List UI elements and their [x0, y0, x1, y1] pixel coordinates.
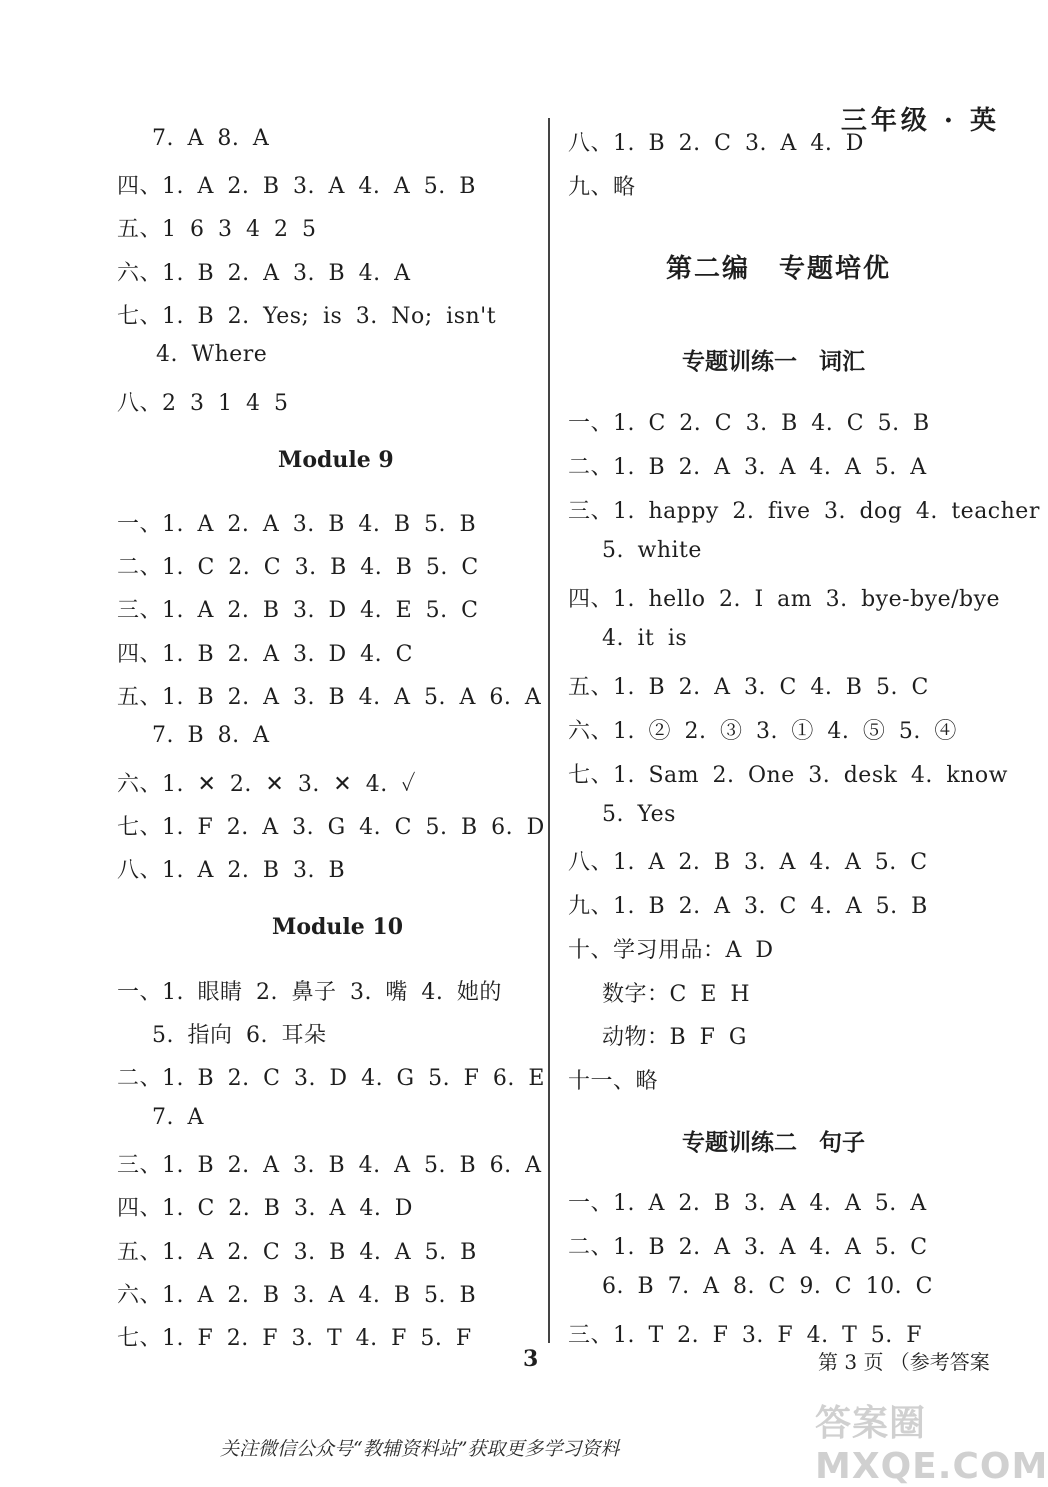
answer-line: 三、1. T 2. F 3. F 4. T 5. F [568, 1323, 923, 1348]
answer-line: 六、1. A 2. B 3. A 4. B 5. B [117, 1283, 477, 1308]
answer-line: 7. A 8. A [152, 126, 270, 151]
answer-line: 三、1. B 2. A 3. B 4. A 5. B 6. A [117, 1153, 542, 1178]
answer-line: 九、略 [568, 175, 636, 200]
answer-line: 一、1. A 2. B 3. A 4. A 5. A [568, 1191, 927, 1216]
topic-1-title: 专题训练一 词汇 [682, 348, 866, 375]
answer-line: 三、1. A 2. B 3. D 4. E 5. C [117, 598, 479, 623]
watermark: 答案圈 MXQE.COM [815, 1403, 1048, 1487]
answer-line: 二、1. B 2. A 3. A 4. A 5. A [568, 455, 927, 480]
answer-line: 5. 指向 6. 耳朵 [152, 1023, 327, 1048]
section-title: 第二编 专题培优 [666, 254, 892, 284]
answer-line: 动物：B F G [602, 1025, 747, 1050]
answer-line: 4. Where [156, 342, 268, 367]
footer-note: 关注微信公众号“教辅资料站”获取更多学习资料 [220, 1438, 620, 1460]
module-10-title: Module 10 [272, 914, 404, 940]
page-label: 第 3 页 （参考答案 [818, 1350, 990, 1374]
answer-line: 十一、略 [568, 1069, 659, 1094]
answer-line: 五、1. A 2. C 3. B 4. A 5. B [117, 1240, 477, 1265]
answer-line: 二、1. B 2. A 3. A 4. A 5. C [568, 1235, 928, 1260]
answer-line: 6. B 7. A 8. C 9. C 10. C [602, 1274, 933, 1299]
answer-line: 二、1. C 2. C 3. B 4. B 5. C [117, 555, 479, 580]
module-9-title: Module 9 [278, 447, 394, 473]
answer-line: 七、1. B 2. Yes; is 3. No; isn't [117, 304, 497, 329]
answer-line: 7. B 8. A [152, 723, 270, 748]
answer-line: 5. white [602, 538, 702, 563]
answer-line: 六、1. ② 2. ③ 3. ① 4. ⑤ 5. ④ [568, 719, 957, 744]
answer-line: 五、1. B 2. A 3. B 4. A 5. A 6. A [117, 685, 542, 710]
answer-line: 4. it is [602, 626, 688, 651]
answer-line: 七、1. Sam 2. One 3. desk 4. know [568, 763, 1008, 788]
answer-line: 五、1 6 3 4 2 5 [117, 217, 317, 242]
column-divider [548, 118, 550, 1343]
answer-line: 六、1. B 2. A 3. B 4. A [117, 261, 411, 286]
answer-line: 八、1. A 2. B 3. A 4. A 5. C [568, 850, 928, 875]
answer-line: 一、1. A 2. A 3. B 4. B 5. B [117, 512, 477, 537]
topic-2-title: 专题训练二 句子 [682, 1129, 866, 1156]
answer-line: 5. Yes [602, 802, 676, 827]
answer-line: 四、1. A 2. B 3. A 4. A 5. B [117, 174, 476, 199]
answer-line: 7. A [152, 1105, 204, 1130]
grade-tag: 三年级 · 英 [840, 106, 1000, 136]
answer-line: 一、1. 眼睛 2. 鼻子 3. 嘴 4. 她的 [117, 980, 502, 1005]
answer-line: 六、1. ✕ 2. ✕ 3. ✕ 4. ✓ [117, 772, 416, 797]
answer-line: 七、1. F 2. F 3. T 4. F 5. F [117, 1326, 472, 1351]
answer-line: 数字：C E H [602, 982, 751, 1007]
answer-line: 四、1. hello 2. I am 3. bye-bye/bye [568, 587, 1001, 612]
answer-line: 八、1. B 2. C 3. A 4. D [568, 131, 864, 156]
page-number: 3 [523, 1346, 539, 1372]
answer-line: 三、1. happy 2. five 3. dog 4. teacher [568, 499, 1040, 524]
answer-line: 一、1. C 2. C 3. B 4. C 5. B [568, 411, 930, 436]
answer-line: 十、学习用品：A D [568, 938, 774, 963]
answer-line: 二、1. B 2. C 3. D 4. G 5. F 6. E [117, 1066, 545, 1091]
answer-line: 四、1. B 2. A 3. D 4. C [117, 642, 413, 667]
answer-line: 七、1. F 2. A 3. G 4. C 5. B 6. D [117, 815, 545, 840]
answer-line: 九、1. B 2. A 3. C 4. A 5. B [568, 894, 928, 919]
answer-line: 八、2 3 1 4 5 [117, 391, 289, 416]
answer-line: 八、1. A 2. B 3. B [117, 858, 346, 883]
answer-line: 四、1. C 2. B 3. A 4. D [117, 1196, 413, 1221]
answer-line: 五、1. B 2. A 3. C 4. B 5. C [568, 675, 929, 700]
